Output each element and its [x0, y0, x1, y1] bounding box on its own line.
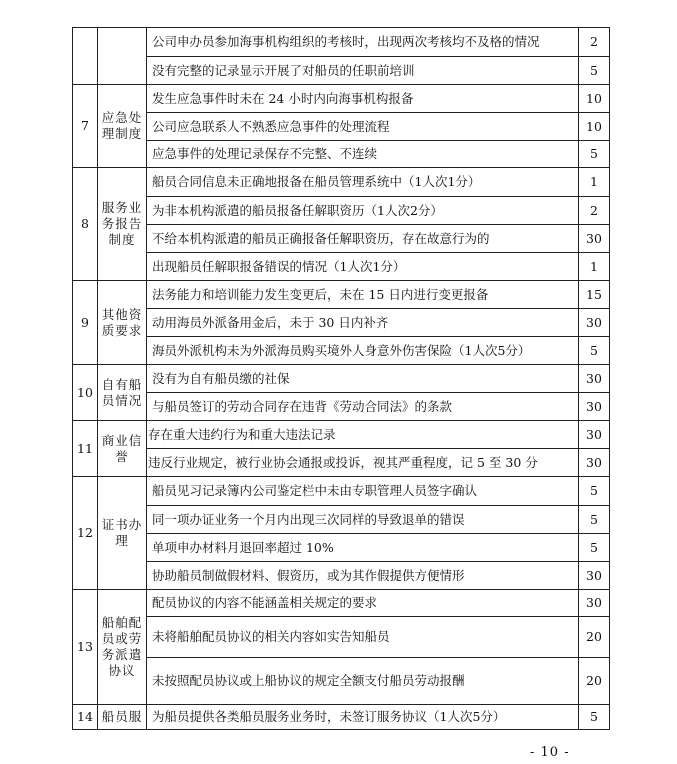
- table-row: [73, 449, 610, 477]
- item-description: 单项申办材料月退回率超过 10%: [147, 534, 579, 562]
- item-score: 1: [579, 253, 610, 281]
- table-row: [73, 658, 610, 705]
- table-row: [73, 590, 610, 617]
- item-score: 30: [579, 421, 610, 449]
- item-score: 30: [579, 449, 610, 477]
- table-row: [73, 85, 610, 113]
- group-category-cell: [98, 28, 147, 85]
- item-description: 法务能力和培训能力发生变更后，未在 15 日内进行变更报备: [147, 281, 579, 309]
- group-category-cell: 应急处理制度: [98, 85, 147, 168]
- item-score: 1: [579, 168, 610, 197]
- page-number: - 10 -: [530, 745, 570, 760]
- group-category-cell: 船舶配员或劳务派遣协议: [98, 590, 147, 705]
- group-category-cell: 商业信誉: [98, 421, 147, 477]
- table-row: [73, 197, 610, 225]
- table-row: [73, 141, 610, 168]
- table-row: [73, 337, 610, 365]
- group-number-cell: 13: [73, 590, 98, 705]
- item-score: 5: [579, 141, 610, 168]
- item-score: 30: [579, 365, 610, 393]
- item-description: 应急事件的处理记录保存不完整、不连续: [147, 141, 579, 168]
- item-description: 未按照配员协议或上船协议的规定全额支付船员劳动报酬: [147, 658, 579, 705]
- table-row: [73, 421, 610, 449]
- table-row: [73, 562, 610, 590]
- item-score: 30: [579, 393, 610, 421]
- item-score: 5: [579, 506, 610, 534]
- item-score: 5: [579, 57, 610, 85]
- table-row: [73, 168, 610, 197]
- item-score: 10: [579, 85, 610, 113]
- group-number-cell: 7: [73, 85, 98, 168]
- group-category-cell: 服务业务报告制度: [98, 168, 147, 281]
- item-description: 协助船员制做假材料、假资历，或为其作假提供方便情形: [147, 562, 579, 590]
- item-description: 出现船员任解职报备错误的情况（1人次1分）: [147, 253, 579, 281]
- item-description: 发生应急事件时未在 24 小时内向海事机构报备: [147, 85, 579, 113]
- item-score: 2: [579, 28, 610, 57]
- inspection-scoring-table: [72, 27, 610, 730]
- group-number-cell: [73, 28, 98, 85]
- table-row: [73, 393, 610, 421]
- item-description: 为非本机构派遣的船员报备任解职资历（1人次2分）: [147, 197, 579, 225]
- group-category-cell: 船员服: [98, 705, 147, 730]
- group-number-cell: 12: [73, 477, 98, 590]
- item-description: 与船员签订的劳动合同存在违背《劳动合同法》的条款: [147, 393, 579, 421]
- group-number-cell: 11: [73, 421, 98, 477]
- table-row: [73, 534, 610, 562]
- group-number-cell: 8: [73, 168, 98, 281]
- item-score: 2: [579, 197, 610, 225]
- table-row: [73, 57, 610, 85]
- item-score: 5: [579, 534, 610, 562]
- item-description: 不给本机构派遣的船员正确报备任解职资历，存在故意行为的: [147, 225, 579, 253]
- item-description: 没有完整的记录显示开展了对船员的任职前培训: [147, 57, 579, 85]
- group-number-cell: 14: [73, 705, 98, 730]
- group-category-cell: 自有船员情况: [98, 365, 147, 421]
- item-score: 20: [579, 617, 610, 658]
- table-row: [73, 705, 610, 730]
- table-row: [73, 365, 610, 393]
- table-row: [73, 113, 610, 141]
- group-number-cell: 9: [73, 281, 98, 365]
- table-row: [73, 477, 610, 506]
- item-description: 海员外派机构未为外派海员购买境外人身意外伤害保险（1人次5分）: [147, 337, 579, 365]
- item-description: 船员合同信息未正确地报备在船员管理系统中（1人次1分）: [147, 168, 579, 197]
- table-row: [73, 253, 610, 281]
- item-description: 同一项办证业务一个月内出现三次同样的导致退单的错误: [147, 506, 579, 534]
- item-score: 30: [579, 562, 610, 590]
- item-score: 30: [579, 590, 610, 617]
- item-score: 20: [579, 658, 610, 705]
- item-description: 动用海员外派备用金后，未于 30 日内补齐: [147, 309, 579, 337]
- item-description: 公司申办员参加海事机构组织的考核时，出现两次考核均不及格的情况: [147, 28, 579, 57]
- item-description: 未将船舶配员协议的相关内容如实告知船员: [147, 617, 579, 658]
- group-category-cell: 其他资质要求: [98, 281, 147, 365]
- item-description: 违反行业规定，被行业协会通报或投诉，视其严重程度，记 5 至 30 分: [147, 449, 579, 477]
- table-row: [73, 28, 610, 57]
- table-row: [73, 309, 610, 337]
- item-score: 5: [579, 477, 610, 506]
- table-row: [73, 225, 610, 253]
- group-number-cell: 10: [73, 365, 98, 421]
- item-description: 公司应急联系人不熟悉应急事件的处理流程: [147, 113, 579, 141]
- group-category-cell: 证书办理: [98, 477, 147, 590]
- item-description: 没有为自有船员缴的社保: [147, 365, 579, 393]
- item-score: 5: [579, 705, 610, 730]
- item-score: 15: [579, 281, 610, 309]
- item-description: 船员见习记录簿内公司鉴定栏中未由专职管理人员签字确认: [147, 477, 579, 506]
- item-description: 为船员提供各类船员服务业务时，未签订服务协议（1人次5分）: [147, 705, 579, 730]
- table-row: [73, 506, 610, 534]
- item-description: 存在重大违约行为和重大违法记录: [147, 421, 579, 449]
- item-score: 30: [579, 309, 610, 337]
- table-row: [73, 281, 610, 309]
- item-score: 5: [579, 337, 610, 365]
- item-description: 配员协议的内容不能涵盖相关规定的要求: [147, 590, 579, 617]
- item-score: 10: [579, 113, 610, 141]
- table-row: [73, 617, 610, 658]
- item-score: 30: [579, 225, 610, 253]
